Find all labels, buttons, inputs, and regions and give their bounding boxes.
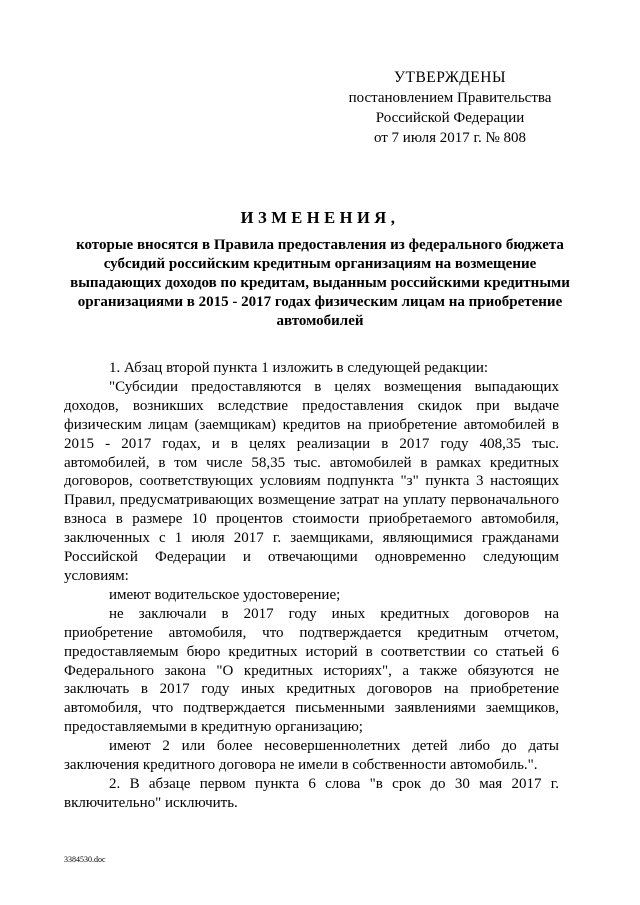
paragraph: 1. Абзац второй пункта 1 изложить в следующей редакции: (109, 360, 489, 376)
paragraph: имеют водительское удостоверение; (109, 586, 341, 603)
approval-line-2: Российской Федерации (375, 110, 525, 126)
paragraph: имеют 2 или более несовершеннолетних детей либо до даты заключения кредитного договора не имели в собственности автомобиль.". (64, 738, 559, 774)
approval-line-1: постановлением Правительства (348, 90, 552, 106)
approval-block (330, 68, 570, 148)
paragraph: не заключали в 2017 году иных кредитных договоров на приобретение автомобиля, что подтверждается кредитным отчетом, предоставляемым бюро кредитных историй в соответствии со статьей 6 Федерального закона "О кредитных историях", а также обязуются не заключать в 2017 году иных кредитных договоров на приобретение автомобиля, что подтверждается письменными заявлениями заемщиков, предоставляемыми в кредитную организацию; (64, 605, 559, 736)
paragraph: 2. В абзаце первом пункта 6 слова "в срок до 30 мая 2017 г. включительно" исключить. (64, 775, 559, 811)
document-title: ИЗМЕНЕНИЯ, (240, 208, 400, 227)
document-subtitle: которые вносятся в Правила предоставления из федерального бюджета субсидий российским кредитным организациям на возмещение выпадающих доходов по кредитам, выданным российскими кредитными организациями в 2015 - 2017 годах физическим лицам на приобретение автомобилей (70, 237, 570, 329)
document-body (64, 359, 559, 813)
file-name-footer: 3384530.doc (64, 855, 106, 864)
approval-heading: УТВЕРЖДЕНЫ (394, 69, 506, 86)
approval-line-3: от 7 июля 2017 г. № 808 (373, 130, 527, 146)
paragraph: "Субсидии предоставляются в целях возмещения выпадающих доходов, возникших вследствие предоставления скидок при выдаче физическим лицам (заемщикам) кредитов на приобретение автомобилей в 2015 - 2017 годах, и в целях реализации в 2017 году 408,35 тыс. автомобилей, в том числе 58,35 тыс. автомобилей в рамках кредитных договоров, соответствующих условиям подпункта "з" пункта 3 настоящих Правил, предусматривающих возмещение затрат на уплату первоначального взноса в размере 10 процентов стоимости приобретаемого автомобиля, заключенных с 1 июля 2017 г. заемщиками, являющимися гражданами Российской Федерации и отвечающими одновременно следующим условиям: (64, 378, 559, 584)
